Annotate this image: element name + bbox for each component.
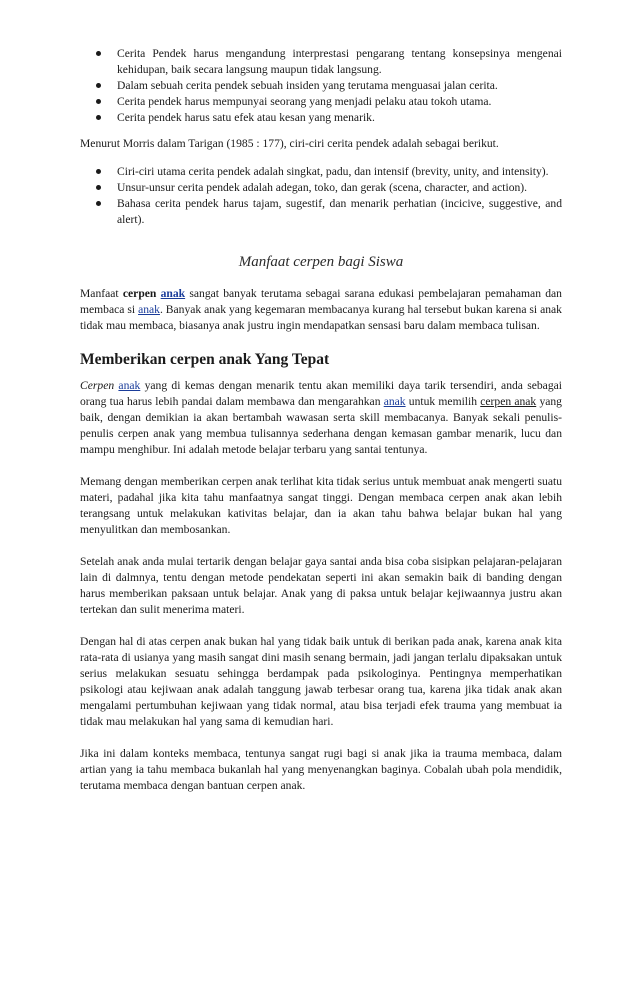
list-item: Cerita pendek harus satu efek atau kesan yang menarik. bbox=[117, 110, 562, 126]
benefit-paragraph: Manfaat cerpen anak sangat banyak terutama sebagai sarana edukasi pembelajaran pemahaman dan membaca si anak. Banyak anak yang kegemaran membacanya kurang hal tersebut bukan karena si anak tidak mau membaca, biasanya anak justru ingin mendapatkan sensasi baru dalam membaca tulisan. bbox=[80, 287, 562, 332]
criteria-list bbox=[80, 46, 562, 126]
paragraph-dengan: Dengan hal di atas cerpen anak bukan hal yang tidak baik untuk di berikan pada anak, karena anak kita rata-rata di usianya yang masih sangat dini masih senang bermain, jadi jangan terlalu dipaksakan untuk serius melakukan sesuatu sehingga berdampak pada psikologinya. Pentingnya memperhatikan psikologi atau kejiwaan anak adalah tanggung jawab terbesar orang tua, karena jika tidak anak akan mengalami pertumbuhan kejiwaan yang tidak normal, atau bisa terjadi efek trauma yang membuat ia tidak mau melakukan hal yang sama di kemudian hari. bbox=[80, 635, 562, 728]
anak-link[interactable]: anak bbox=[383, 395, 406, 408]
bullet-icon bbox=[96, 185, 101, 190]
list-item: Unsur-unsur cerita pendek adalah adegan, toko, dan gerak (scena, character, and action). bbox=[117, 180, 562, 196]
bullet-icon bbox=[96, 83, 101, 88]
list-item: Cerita Pendek harus mengandung interprestasi pengarang tentang konsepsinya mengenai kehidupan, baik secara langsung maupun tidak langsung. bbox=[117, 46, 562, 78]
bullet-icon bbox=[96, 99, 101, 104]
bullet-icon bbox=[96, 169, 101, 174]
section-subtitle: Manfaat cerpen bagi Siswa bbox=[238, 254, 404, 270]
cerpen-anak-underlined: cerpen anak bbox=[480, 395, 537, 408]
anak-link[interactable]: anak bbox=[118, 379, 141, 392]
section-heading: Memberikan cerpen anak Yang Tepat bbox=[80, 351, 330, 368]
document-page bbox=[80, 46, 562, 794]
anak-link-bold[interactable]: anak bbox=[160, 287, 186, 300]
list-item: Dalam sebuah cerita pendek sebuah insiden yang terutama menguasai jalan cerita. bbox=[117, 78, 562, 94]
intro-paragraph: Menurut Morris dalam Tarigan (1985 : 177), ciri-ciri cerita pendek adalah sebagai berikut. bbox=[80, 137, 499, 150]
list-item: Ciri-ciri utama cerita pendek adalah singkat, padu, dan intensif (brevity, unity, and intensity). bbox=[117, 164, 562, 180]
list-item: Cerita pendek harus mempunyai seorang yang menjadi pelaku atau tokoh utama. bbox=[117, 94, 562, 110]
bullet-icon bbox=[96, 115, 101, 120]
paragraph-memang: Memang dengan memberikan cerpen anak terlihat kita tidak serius untuk membuat anak mengerti suatu materi, padahal jika kita tahu manfaatnya sangat tinggi. Dengan membaca cerpen anak akan lebih terangsang untuk melakukan kativitas belajar, dan ia akan tahu bahwa belajar bukan hal yang menyulitkan dan membosankan. bbox=[80, 475, 562, 536]
anak-link[interactable]: anak bbox=[138, 303, 160, 316]
cerpen-paragraph: Cerpen anak yang di kemas dengan menarik tentu akan memiliki daya tarik tersendiri, anda sebagai orang tua harus lebih pandai dalam membawa dan mengarahkan anak untuk memilih cerpen anak yang baik, dengan demikian ia akan bertambah wawasan serta skill membacanya. Banyak sekali penulis-penulis cerpen anak yang membua tulisannya sederhana dengan kemasan gambar menarik, lucu dan mampu menghibur. Ini adalah metode belajar terbaru yang santai tentunya. bbox=[80, 379, 562, 456]
bullet-icon bbox=[96, 51, 101, 56]
list-item: Bahasa cerita pendek harus tajam, sugestif, dan menarik perhatian (incicive, suggestive, and alert). bbox=[117, 196, 562, 228]
paragraph-setelah: Setelah anak anda mulai tertarik dengan belajar gaya santai anda bisa coba sisipkan pelajaran-pelajaran lain di dalmnya, tentu dengan metode pendekatan seperti ini akan semakin baik di banding dengan harus memberikan paksaan untuk belajar. Anak yang di paksa untuk belajar kejiwaannya justru akan tertekan dan sulit menerima materi. bbox=[80, 555, 562, 616]
paragraph-jika: Jika ini dalam konteks membaca, tentunya sangat rugi bagi si anak jika ia trauma membaca, dalam artian yang ia tahu membaca bukanlah hal yang menyenangkan baginya. Cobalah ubah pola mendidik, terutama membaca dengan bantuan cerpen anak. bbox=[80, 747, 562, 792]
bullet-icon bbox=[96, 201, 101, 206]
characteristics-list bbox=[80, 164, 562, 228]
